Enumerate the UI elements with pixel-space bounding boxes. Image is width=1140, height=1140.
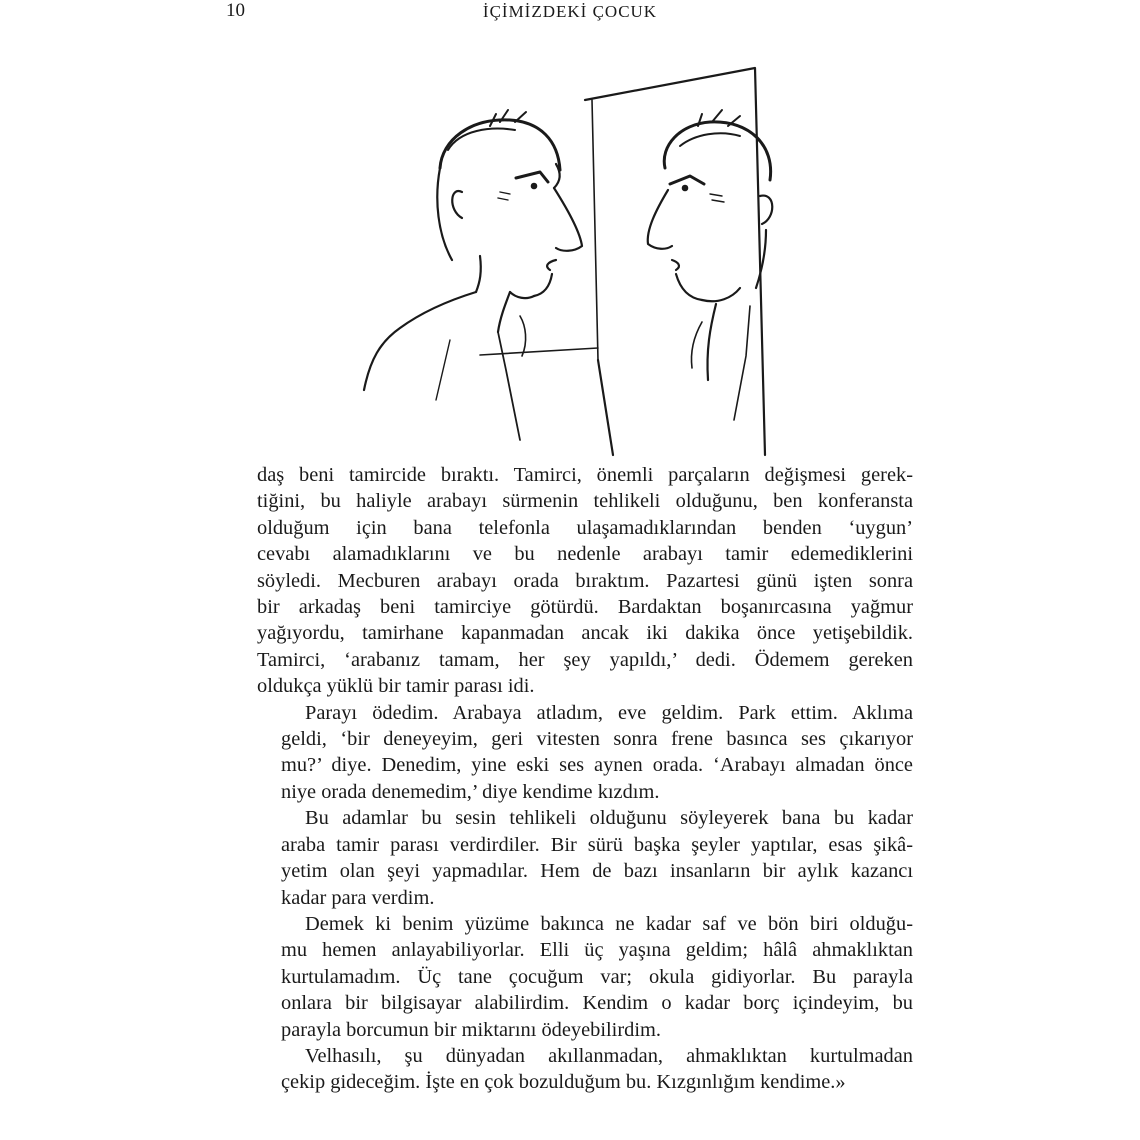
text-line: onlara bir bilgisayar alabilirdim. Kendim o kadar borç içindeyim, bu: [281, 992, 913, 1015]
text-line: yağıyordu, tamirhane kapanmadan ancak iki dakika önce yetişebildik.: [257, 622, 913, 645]
text-line: geldi, ‘bir deneyeyim, geri vitesten sonra frene basınca ses çıkarıyor: [281, 728, 913, 751]
paragraph-4: [257, 911, 913, 1043]
text-line: kurtulamadım. Üç tane çocuğum var; okula gidiyorlar. Bu parayla: [281, 965, 913, 988]
paragraph-2: [257, 700, 913, 806]
text-line: mu?’ diye. Denedim, yine eski ses aynen orada. ‘Arabayı almadan önce: [281, 754, 913, 777]
text-line: mu hemen anlayabiliyorlar. Elli üç yaşına geldim; hâlâ ahmaklıktan: [281, 939, 913, 962]
text-line: yetim olan şeyi yapmadılar. Hem de bazı insanların bir aylık kazancı: [281, 860, 913, 883]
text-line: çekip gideceğim. İşte en çok bozulduğum bu. Kızgınlığım kendime.»: [281, 1071, 846, 1094]
text-line: oldukça yüklü bir tamir parası idi.: [257, 675, 535, 698]
text-line: Parayı ödedim. Arabaya atladım, eve geldim. Park ettim. Aklıma: [305, 701, 913, 724]
text-line: kadar para verdim.: [281, 886, 435, 909]
text-line: Tamirci, ‘arabanız tamam, her şey yapıldı,’ dedi. Ödemem gereken: [257, 648, 913, 671]
text-line: bir arkadaş beni tamirciye götürdü. Bardaktan boşanırcasına yağmur: [257, 596, 913, 619]
text-line: araba tamir parası verdirdiler. Bir sürü başka şeyler yaptılar, esas şikâ-: [281, 833, 913, 856]
paragraph-1: [257, 462, 913, 700]
running-title: İÇİMİZDEKİ ÇOCUK: [482, 2, 658, 21]
body-text: [257, 462, 913, 1096]
text-line: tiğini, bu haliyle arabayı sürmenin tehlikeli olduğunu, ben konferansta: [257, 490, 913, 513]
text-line: daş beni tamircide bıraktı. Tamirci, önemli parçaların değişmesi gerek-: [257, 464, 913, 486]
text-line: söyledi. Mecburen arabayı orada bıraktım. Pazartesi günü işten sonra: [257, 569, 913, 592]
paragraph-5: [257, 1043, 913, 1096]
page-number: 10: [226, 0, 245, 21]
text-line: Demek ki benim yüzüme bakınca ne kadar saf ve bön biri olduğu-: [305, 912, 913, 935]
text-line: Velhasılı, şu dünyadan akıllanmadan, ahmaklıktan kurtulmadan: [305, 1044, 913, 1067]
paragraph-3: [257, 805, 913, 911]
text-line: parayla borcumun bir miktarını ödeyebilirdim.: [281, 1018, 661, 1041]
text-line: cevabı alamadıklarını ve bu nedenle arabayı tamir edemediklerini: [257, 543, 913, 566]
text-line: Bu adamlar bu sesin tehlikeli olduğunu söyleyerek bana bu kadar: [305, 807, 913, 830]
text-line: olduğum için bana telefonla ulaşamadıklarından benden ‘uygun’: [257, 516, 913, 539]
man-looking-in-mirror-drawing-icon: [330, 60, 800, 460]
text-line: niye orada denemedim,’ diye kendime kızdım.: [281, 780, 660, 803]
